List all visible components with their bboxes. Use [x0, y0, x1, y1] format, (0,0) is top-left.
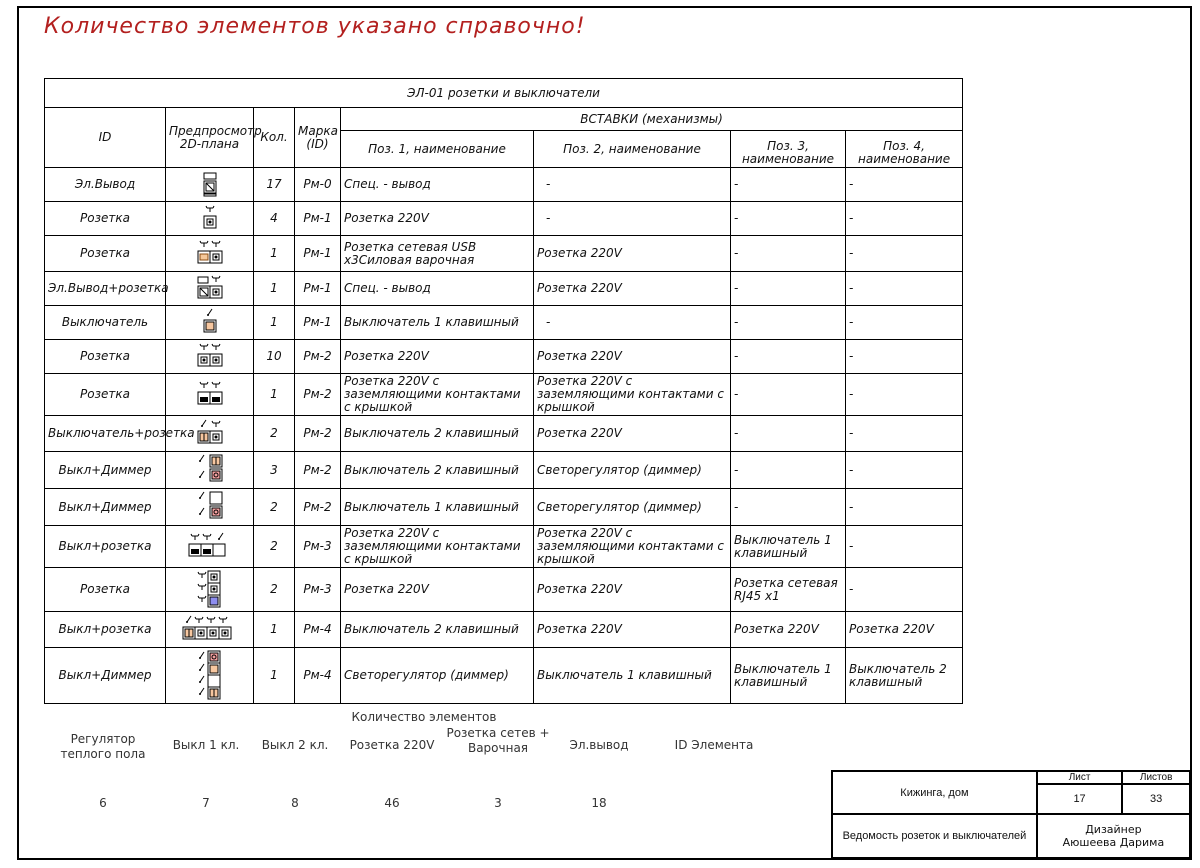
cell-pos4: -: [846, 168, 963, 202]
cell-qty: 3: [254, 452, 295, 489]
table-row: [45, 452, 963, 489]
cell-id: Выключатель: [45, 306, 166, 340]
cell-id: Выкл+Диммер: [45, 648, 166, 704]
cell-mark: Рм-2: [295, 452, 341, 489]
cell-preview: [166, 568, 254, 612]
cell-id: Розетка: [45, 374, 166, 416]
stat-label-socket220: Розетка 220V: [349, 738, 435, 752]
stat-value-switch2: 8: [291, 796, 299, 810]
switch-1-icon: [169, 308, 250, 338]
table-row: [45, 202, 963, 236]
cell-preview: [166, 306, 254, 340]
cell-pos3: -: [731, 416, 846, 452]
switch-dimmer-v2-icon: [169, 490, 250, 524]
cell-preview: [166, 489, 254, 526]
cell-pos4: -: [846, 340, 963, 374]
table-row: [45, 416, 963, 452]
cell-qty: 1: [254, 306, 295, 340]
col-pos2-header: Поз. 2, наименование: [534, 131, 731, 168]
table-row: [45, 306, 963, 340]
title-block: [831, 770, 1191, 859]
cell-pos2: Розетка 220V: [534, 236, 731, 272]
cell-qty: 1: [254, 374, 295, 416]
col-id-header: ID: [45, 108, 166, 168]
cell-pos1: Розетка 220V с заземляющими контактами с крышкой: [341, 526, 534, 568]
cell-qty: 1: [254, 612, 295, 648]
stats-header: Количество элементов: [351, 710, 497, 724]
cell-pos2: Розетка 220V: [534, 612, 731, 648]
cell-preview: [166, 272, 254, 306]
cell-pos4: -: [846, 452, 963, 489]
cell-preview: [166, 452, 254, 489]
cell-pos1: Выключатель 1 клавишный: [341, 489, 534, 526]
designer-name: Аюшеева Дарима: [1062, 836, 1165, 849]
col-qty-header: Кол.: [254, 108, 295, 168]
cell-qty: 2: [254, 416, 295, 452]
project-name: Кижинга, дом: [832, 771, 1037, 814]
cell-pos1: Розетка 220V: [341, 568, 534, 612]
cell-mark: Рм-2: [295, 489, 341, 526]
table-row: [45, 648, 963, 704]
inserts-header: ВСТАВКИ (механизмы): [341, 108, 963, 131]
cell-pos1: Розетка сетевая USB х3Силовая варочная: [341, 236, 534, 272]
triple-lid-switch-icon: [169, 532, 250, 562]
cell-mark: Рм-4: [295, 612, 341, 648]
cell-qty: 1: [254, 272, 295, 306]
cell-qty: 2: [254, 568, 295, 612]
stat-label-floor-regulator: Регулятор теплого пола: [60, 732, 146, 761]
cell-pos1: Выключатель 1 клавишный: [341, 306, 534, 340]
cell-pos2: Розетка 220V: [534, 272, 731, 306]
cell-preview: [166, 612, 254, 648]
cell-mark: Рм-3: [295, 568, 341, 612]
col-pos1-header: Поз. 1, наименование: [341, 131, 534, 168]
triple-vertical-rj45-icon: [169, 570, 250, 610]
table-row: [45, 236, 963, 272]
double-usb-socket-icon: [169, 239, 250, 269]
cell-pos1: Выключатель 2 клавишный: [341, 416, 534, 452]
table-body: [45, 168, 963, 704]
cell-pos4: -: [846, 202, 963, 236]
col-mark-header: Марка (ID): [295, 108, 341, 168]
cell-mark: Рм-1: [295, 306, 341, 340]
cell-pos2: Розетка 220V: [534, 568, 731, 612]
double-socket-icon: [169, 342, 250, 372]
col-pos4-header: Поз. 4, наименование: [846, 131, 963, 168]
col-preview-header: Предпросмотр 2D-плана: [166, 108, 254, 168]
cell-preview: [166, 202, 254, 236]
sheets-label: Листов: [1122, 771, 1190, 784]
stat-value-socket220: 46: [384, 796, 400, 810]
cell-id: Розетка: [45, 340, 166, 374]
cell-id: Эл.Вывод: [45, 168, 166, 202]
cell-pos3: -: [731, 340, 846, 374]
cell-preview: [166, 374, 254, 416]
cell-pos2: -: [534, 306, 731, 340]
cell-pos3: -: [731, 236, 846, 272]
single-outlet-x-icon: [169, 170, 250, 200]
switch-dimmer-v-icon: [169, 453, 250, 487]
stat-label-switch2: Выкл 2 кл.: [261, 738, 329, 752]
cell-id: Выключатель+розетка: [45, 416, 166, 452]
quad-vertical-dimmer-icon: [169, 650, 250, 702]
cell-mark: Рм-3: [295, 526, 341, 568]
cell-qty: 4: [254, 202, 295, 236]
cell-qty: 2: [254, 526, 295, 568]
cell-pos2: Светорегулятор (диммер): [534, 489, 731, 526]
cell-pos1: Спец. - вывод: [341, 272, 534, 306]
table-caption: ЭЛ-01 розетки и выключатели: [45, 79, 963, 108]
cell-id: Розетка: [45, 236, 166, 272]
cell-mark: Рм-2: [295, 374, 341, 416]
cell-mark: Рм-1: [295, 236, 341, 272]
table-row: [45, 272, 963, 306]
cell-pos4: -: [846, 416, 963, 452]
cell-pos2: Розетка 220V: [534, 340, 731, 374]
cell-pos1: Светорегулятор (диммер): [341, 648, 534, 704]
cell-pos2: Розетка 220V: [534, 416, 731, 452]
cell-preview: [166, 648, 254, 704]
quad-horizontal-icon: [169, 615, 250, 645]
cell-pos3: -: [731, 489, 846, 526]
sheet-label: Лист: [1037, 771, 1122, 784]
cell-pos1: Выключатель 2 клавишный: [341, 452, 534, 489]
warning-note: Количество элементов указано справочно!: [44, 14, 586, 39]
cell-qty: 1: [254, 648, 295, 704]
stat-value-switch1: 7: [202, 796, 210, 810]
cell-pos4: -: [846, 568, 963, 612]
cell-pos3: -: [731, 168, 846, 202]
cell-pos2: Выключатель 1 клавишный: [534, 648, 731, 704]
cell-mark: Рм-1: [295, 272, 341, 306]
cell-preview: [166, 340, 254, 374]
cell-pos2: Светорегулятор (диммер): [534, 452, 731, 489]
double-socket-lid-icon: [169, 380, 250, 410]
stat-value-output: 18: [591, 796, 607, 810]
table-row: [45, 612, 963, 648]
cell-pos3: -: [731, 202, 846, 236]
cell-qty: 2: [254, 489, 295, 526]
cell-preview: [166, 526, 254, 568]
stat-label-network-cooktop: Розетка сетев + Варочная: [446, 726, 550, 755]
cell-pos2: Розетка 220V с заземляющими контактами с крышкой: [534, 526, 731, 568]
cell-mark: Рм-4: [295, 648, 341, 704]
cell-pos4: Розетка 220V: [846, 612, 963, 648]
cell-pos4: -: [846, 236, 963, 272]
designer-role: Дизайнер: [1085, 823, 1142, 836]
cell-pos3: Розетка сетевая RJ45 х1: [731, 568, 846, 612]
document-title: Ведомость розеток и выключателей: [832, 814, 1037, 858]
table-row: [45, 489, 963, 526]
cell-pos4: -: [846, 306, 963, 340]
sheet-number: 17: [1037, 784, 1122, 814]
table-row: [45, 568, 963, 612]
cell-pos3: Розетка 220V: [731, 612, 846, 648]
stat-value-network-cooktop: 3: [494, 796, 502, 810]
sockets-switches-table: [44, 78, 963, 704]
stat-label-element-id: ID Элемента: [674, 738, 754, 752]
stat-value-floor-regulator: 6: [99, 796, 107, 810]
sheets-total: 33: [1122, 784, 1190, 814]
col-pos3-header: Поз. 3, наименование: [731, 131, 846, 168]
cell-pos2: -: [534, 202, 731, 236]
stat-label-output: Эл.вывод: [569, 738, 629, 752]
cell-pos4: -: [846, 489, 963, 526]
cell-mark: Рм-1: [295, 202, 341, 236]
cell-id: Выкл+Диммер: [45, 452, 166, 489]
cell-pos3: Выключатель 1 клавишный: [731, 648, 846, 704]
cell-preview: [166, 236, 254, 272]
cell-pos1: Спец. - вывод: [341, 168, 534, 202]
cell-id: Розетка: [45, 568, 166, 612]
cell-mark: Рм-0: [295, 168, 341, 202]
cell-mark: Рм-2: [295, 416, 341, 452]
cell-id: Эл.Вывод+розетка: [45, 272, 166, 306]
cell-pos4: -: [846, 374, 963, 416]
table-row: [45, 374, 963, 416]
table-row: [45, 168, 963, 202]
cell-qty: 10: [254, 340, 295, 374]
cell-qty: 17: [254, 168, 295, 202]
cell-pos3: -: [731, 374, 846, 416]
cell-mark: Рм-2: [295, 340, 341, 374]
cell-pos4: -: [846, 526, 963, 568]
cell-preview: [166, 168, 254, 202]
cell-qty: 1: [254, 236, 295, 272]
cell-id: Выкл+розетка: [45, 526, 166, 568]
cell-id: Выкл+Диммер: [45, 489, 166, 526]
table-row: [45, 526, 963, 568]
cell-pos1: Розетка 220V: [341, 202, 534, 236]
cell-pos3: -: [731, 452, 846, 489]
cell-pos1: Выключатель 2 клавишный: [341, 612, 534, 648]
single-socket-icon: [169, 204, 250, 234]
stats-block: [44, 710, 804, 820]
cell-pos4: Выключатель 2 клавишный: [846, 648, 963, 704]
cell-pos3: -: [731, 306, 846, 340]
stat-label-switch1: Выкл 1 кл.: [172, 738, 240, 752]
table-row: [45, 340, 963, 374]
cell-pos1: Розетка 220V с заземляющими контактами с крышкой: [341, 374, 534, 416]
cell-pos2: Розетка 220V с заземляющими контактами с крышкой: [534, 374, 731, 416]
cell-pos1: Розетка 220V: [341, 340, 534, 374]
output-and-socket-icon: [169, 274, 250, 304]
cell-pos2: -: [534, 168, 731, 202]
cell-id: Выкл+розетка: [45, 612, 166, 648]
cell-id: Розетка: [45, 202, 166, 236]
cell-pos4: -: [846, 272, 963, 306]
cell-pos3: -: [731, 272, 846, 306]
cell-pos3: Выключатель 1 клавишный: [731, 526, 846, 568]
